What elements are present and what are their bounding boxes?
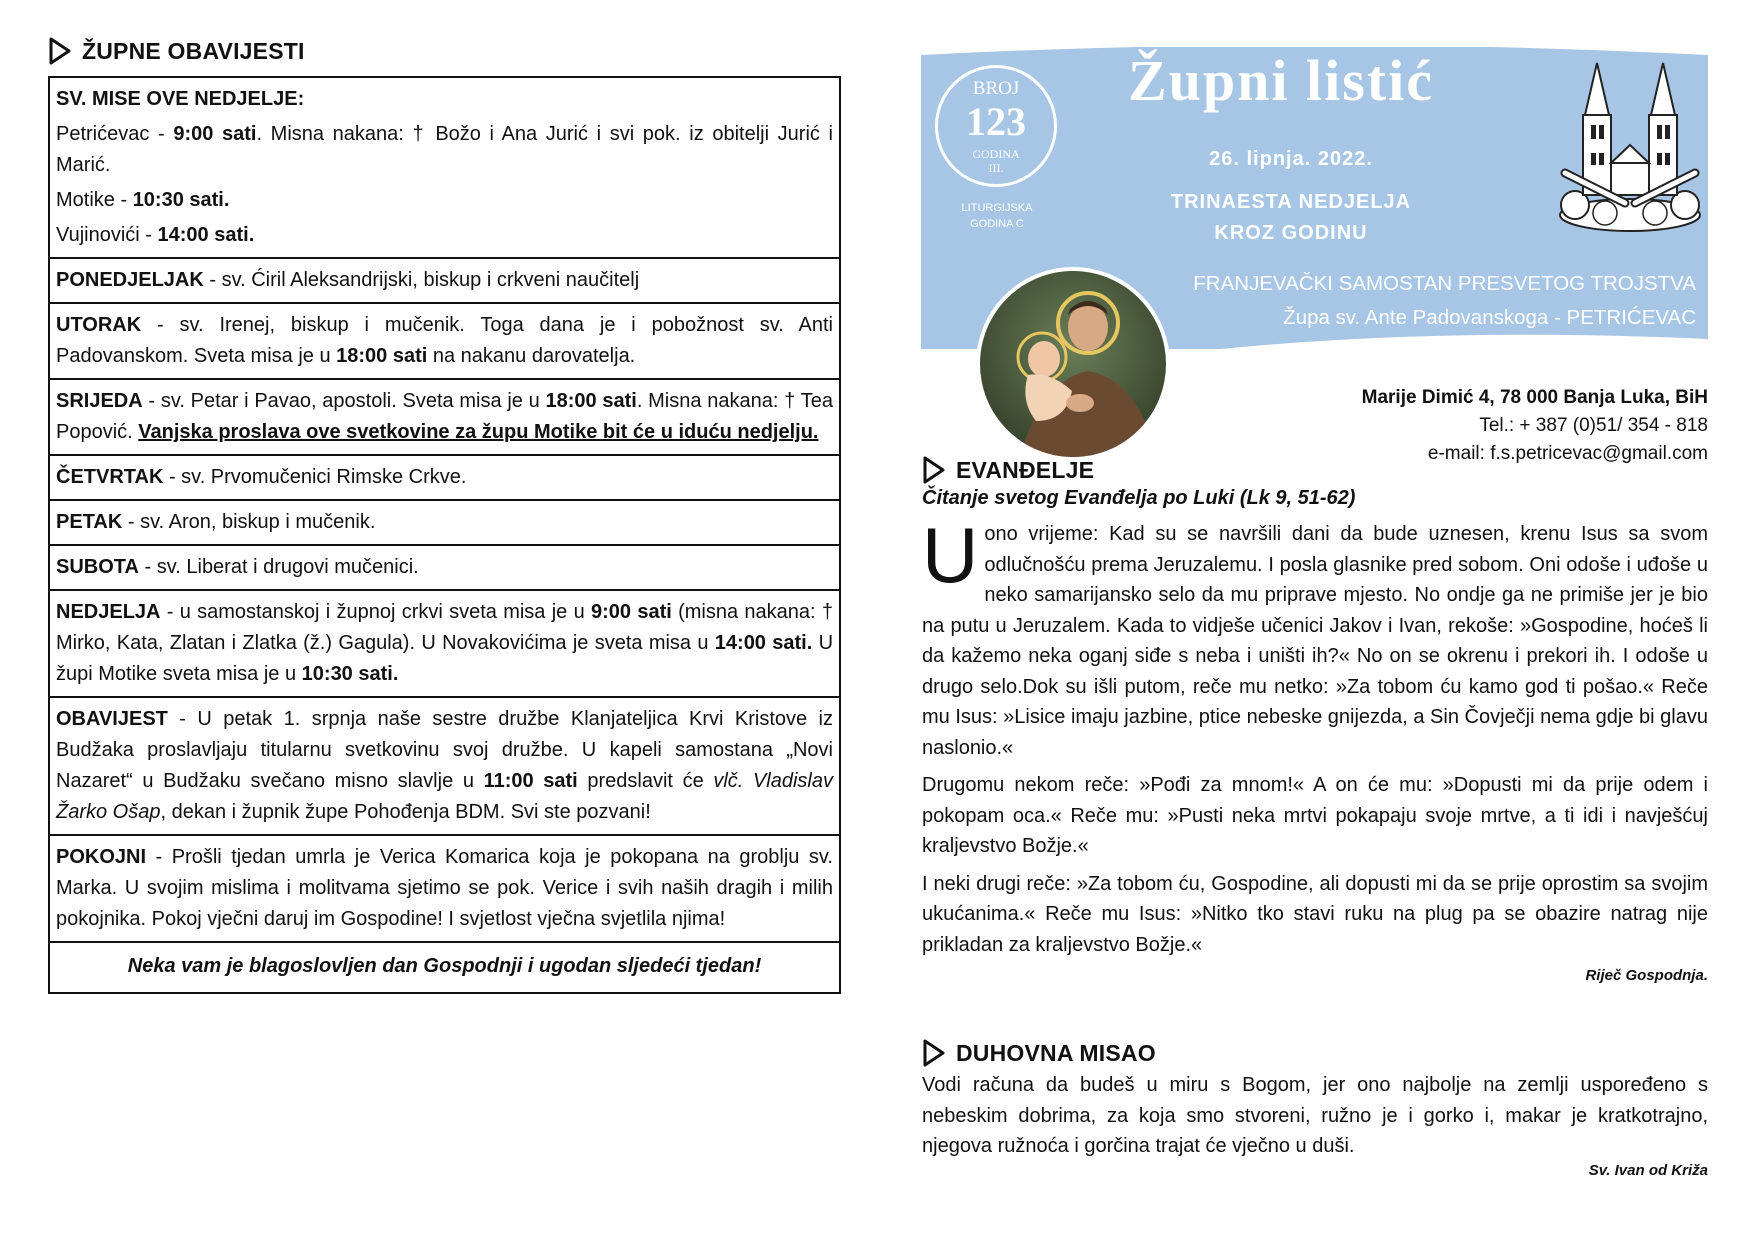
gospel-paragraph: ono vrijeme: Kad su se navršili dani da bude uznesen, krenu Isus sa svom odlučnošću prema Jeruzalemu. I posla glasnike pred sobom. Oni odoše i uđoše u neko samarijansko selo da mu priprave mjesto. No ondje ga ne primiše jer je bio na putu u Jeruzalem. Kada to vidješe učenici Jakov i Ivan, rekoše: »Gospodine, hoćeš li da kažemo neka oganj siđe s neba i uništi ih?« No on se okrenu i prekori ih. I odoše u drugo selo.Dok su išli putom, reče mu netko: »Za tobom ću kamo god ti pošao.« Reče mu Isus: »Lisice imaju jazbine, ptice nebeske gnijezda, a Sin Čovječji nema gdje bi glavu naslonio.« — [922, 523, 1708, 759]
day-label: ČETVRTAK — [56, 466, 164, 488]
underlined-announcement: Vanjska proslava ove svetkovine za župu Motike bit će u iduću nedjelju. — [138, 421, 819, 443]
gospel-section — [922, 454, 1708, 984]
mass-place: Motike - — [56, 189, 133, 211]
mass-time: 9:00 sati — [591, 601, 672, 623]
priest-name: vlč. Vladislav Žarko Ošap — [56, 770, 833, 823]
gospel-paragraph: Drugomu nekom reče: »Pođi za mnom!« A on će mu: »Dopusti mi da prije odem i pokopam oca.« Reče mu: »Pusti neka mrtvi pokapaju svoje mrtve, a ti idi i navješćuj kraljevstvo Božje.« — [922, 774, 1708, 857]
year-value: III. — [988, 161, 1004, 175]
gospel-heading — [922, 454, 1708, 486]
announcement-text: , dekan i župnik župe Pohođenja BDM. Svi ste pozvani! — [160, 801, 651, 823]
gospel-closing: Riječ Gospodnja. — [1585, 967, 1708, 984]
issue-number-badge — [935, 65, 1057, 187]
notice-row-announcement — [50, 696, 839, 834]
drop-cap: U — [922, 511, 979, 599]
day-text: na nakanu darovatelja. — [427, 345, 636, 367]
mass-time: 14:00 sati. — [157, 224, 255, 246]
email-address: e-mail: f.s.petricevac@gmail.com — [1427, 443, 1708, 464]
notice-row-sunday — [50, 589, 839, 696]
spiritual-thought-text: Vodi računa da budeš u miru s Bogom, jer ono najbolje na zemlji uspoređeno s nebeskim dobrima, za koja smo stvoreni, ružno je i gorko i, makar je kratkotrajno, njegova ružnoća i gorčina trajat će vječno u duši. — [922, 1074, 1708, 1157]
issue-number: 123 — [966, 99, 1026, 144]
day-text: - sv. Liberat i drugovi mučenici. — [138, 556, 419, 578]
mass-time: 18:00 sati — [545, 390, 637, 412]
day-text: (misna nakana: † Mirko, Kata, Zlatan i Zlatka (ž.) Gagula). U Novakovićima je sveta misa u — [56, 601, 833, 654]
play-triangle-icon — [922, 456, 946, 484]
mass-time: 11:00 sati — [483, 770, 578, 792]
bulletin-date: 26. lipnja. 2022. — [1209, 148, 1373, 170]
mass-time: 18:00 sati — [336, 345, 428, 367]
notice-row-masses — [50, 78, 839, 257]
notices-table — [48, 76, 841, 994]
liturgical-sunday — [1096, 187, 1486, 249]
closing-blessing: Neka vam je blagoslovljen dan Gospodnji i ugodan sljedeći tjedan! — [50, 941, 839, 992]
gospel-title: EVANĐELJE — [956, 456, 1095, 483]
phone-number: Tel.: + 387 (0)51/ 354 - 818 — [1479, 415, 1708, 436]
notice-row-wednesday — [50, 378, 839, 454]
notice-row-tuesday — [50, 302, 839, 378]
announcement-text: - U petak 1. srpnja naše sestre družbe Klanjateljica Krvi Kristove iz Budžaka proslavljaju titularnu svetkovinu svoj družbe. U kapeli samostana „Novi Nazaret“ u Budžaku svečano misno slavlje u — [56, 708, 833, 792]
liturgical-year-label: LITURGIJSKA — [961, 202, 1033, 214]
spiritual-thought-section — [922, 1036, 1708, 1179]
day-text: - sv. Aron, biskup i mučenik. — [122, 511, 376, 533]
spiritual-thought-heading — [922, 1036, 1708, 1070]
gospel-text — [922, 511, 1708, 960]
notice-row-thursday — [50, 454, 839, 499]
liturgical-year-value: GODINA C — [970, 218, 1024, 230]
gospel-reference: Čitanje svetog Evanđelja po Luki (Lk 9, 51-62) — [922, 487, 1356, 509]
day-text: - sv. Ćiril Aleksandrijski, biskup i crkveni naučitelj — [203, 269, 640, 291]
postal-address: Marije Dimić 4, 78 000 Banja Luka, BiH — [1361, 387, 1708, 408]
parish-notices-title: ŽUPNE OBAVIJESTI — [82, 37, 305, 64]
mass-intention: . Misna nakana: † Božo i Ana Jurić i svi pok. iz obitelji Jurić i Marić. — [56, 123, 833, 176]
mass-place: Vujinovići - — [56, 224, 158, 246]
deceased-label: POKOJNI — [56, 846, 147, 868]
notice-row-deceased — [50, 834, 839, 941]
friary-info — [1193, 267, 1696, 369]
day-label: PONEDJELJAK — [56, 269, 204, 291]
mass-time: 9:00 sati — [173, 123, 257, 145]
day-text: U župi Motike sveta misa je u — [56, 632, 834, 685]
mass-place: Petrićevac - — [56, 123, 174, 145]
mass-time: 10:30 sati. — [132, 189, 230, 211]
day-text: - sv. Prvomučenici Rimske Crkve. — [163, 466, 467, 488]
masses-title: SV. MISE OVE NEDJELJE: — [56, 88, 305, 110]
church-towers-logo-icon — [1555, 53, 1705, 235]
saint-anthony-portrait-icon — [976, 267, 1170, 461]
friary-name: FRANJEVAČKI SAMOSTAN PRESVETOG TROJSTVA — [1193, 272, 1696, 295]
bulletin-title: Župni listić — [1127, 48, 1435, 113]
day-label: NEDJELJA — [56, 601, 161, 623]
parish-name: Župa sv. Ante Padovanskoga - PETRIĆEVAC — [1283, 306, 1696, 329]
parish-notices-column — [48, 34, 841, 994]
spiritual-thought-title: DUHOVNA MISAO — [956, 1039, 1156, 1066]
mass-time: 10:30 sati. — [301, 663, 399, 685]
day-label: UTORAK — [56, 314, 142, 336]
sunday-line: TRINAESTA NEDJELJA — [1170, 191, 1412, 213]
mass-time: 14:00 sati. — [714, 632, 813, 654]
parish-notices-heading — [48, 34, 841, 68]
quote-author: Sv. Ivan od Križa — [1588, 1161, 1708, 1179]
day-text: - sv. Irenej, biskup i mučenik. Toga dana je i pobožnost sv. Anti Padovanskom. Sveta misa je u — [56, 314, 833, 367]
notice-row-saturday — [50, 544, 839, 589]
play-triangle-icon — [922, 1039, 946, 1067]
notice-row-friday — [50, 499, 839, 544]
bulletin-header — [921, 47, 1708, 380]
day-label: SUBOTA — [56, 556, 139, 578]
day-label: PETAK — [56, 511, 123, 533]
play-triangle-icon — [48, 37, 72, 65]
day-label: SRIJEDA — [56, 390, 143, 412]
parish-name: Župa sv. Petra i Pavla - MOTIKE — [1400, 340, 1696, 363]
deceased-text: - Prošli tjedan umrla je Verica Komarica koja je pokopana na groblju sv. Marka. U svojim mislima i molitvama sjetimo se pok. Verice i svih naših dragih i milih pokojnika. Pokoj vječni daruj im Gospodine! I svjetlost vječna svjetlila njima! — [56, 846, 833, 930]
sunday-line: KROZ GODINU — [1214, 222, 1368, 244]
day-text: - u samostanskoj i župnoj crkvi sveta misa je u — [160, 601, 591, 623]
day-text: . Misna nakana: † Tea Popović. — [56, 390, 834, 443]
announcement-label: OBAVIJEST — [56, 708, 168, 730]
notice-row-monday — [50, 257, 839, 302]
issue-label: BROJ — [972, 78, 1020, 99]
year-label: GODINA — [972, 147, 1020, 161]
liturgical-year — [951, 200, 1043, 232]
announcement-text: predslavit će — [577, 770, 714, 792]
day-text: - sv. Petar i Pavao, apostoli. Sveta misa je u — [142, 390, 546, 412]
gospel-paragraph: I neki drugi reče: »Za tobom ću, Gospodine, ali dopusti mi da se prije oprostim sa svojim ukućanima.« Reče mu Isus: »Nitko tko stavi ruku na plug pa se obazire natrag nije prikladan za kraljevstvo Božje.« — [922, 872, 1708, 956]
